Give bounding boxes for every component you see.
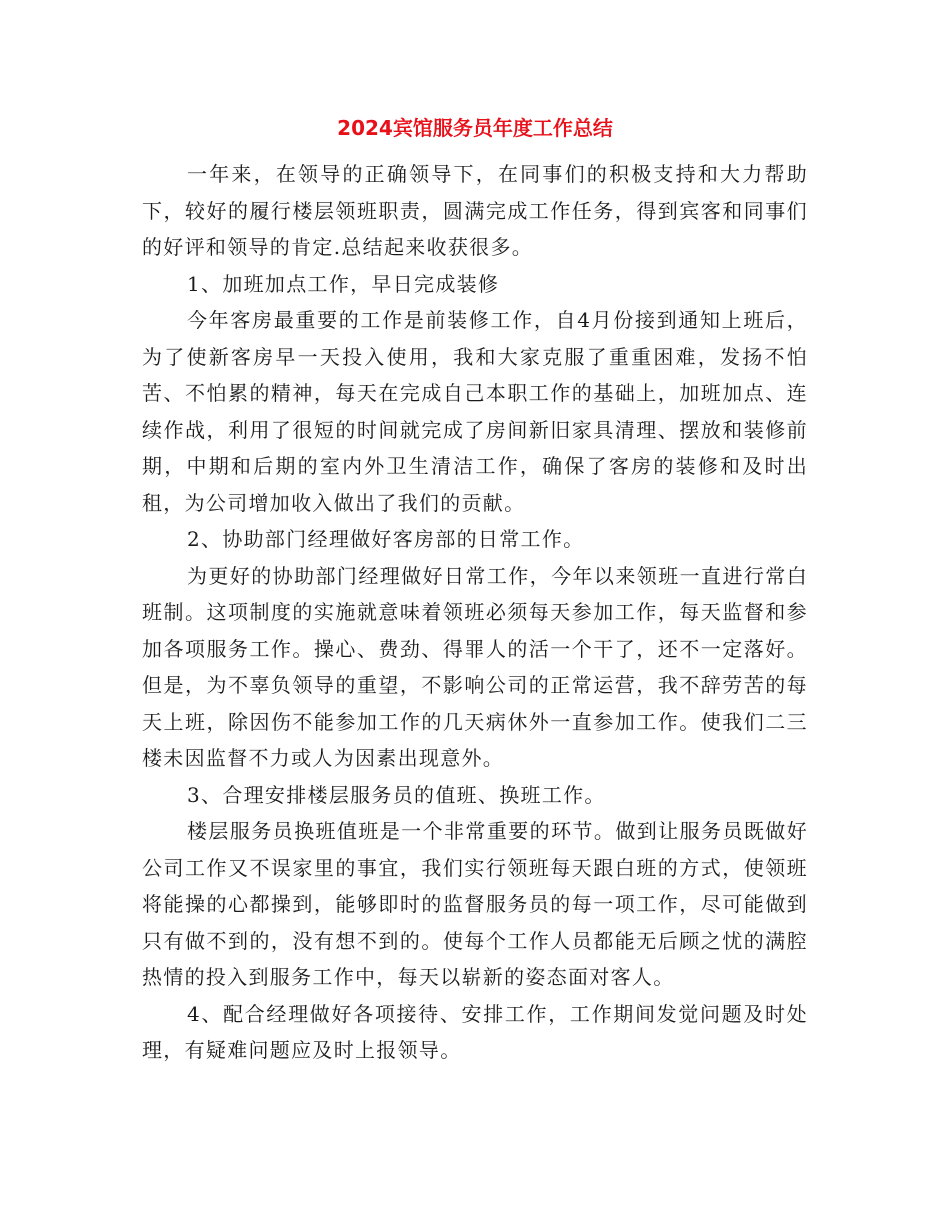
paragraph-section-1: 今年客房最重要的工作是前装修工作，自4月份接到通知上班后，为了使新客房早一天投入使用，我和大家克服了重重困难，发扬不怕苦、不怕累的精神，每天在完成自己本职工作的基础上，加班加点、连续作战，利用了很短的时间就完成了房间新旧家具清理、摆放和装修前期，中期和后期的室内外卫生清洁工作，确保了客房的装修和及时出租，为公司增加收入做出了我们的贡献。 [142,308,808,515]
section-heading-1: 1、加班加点工作，早日完成装修 [187,271,500,296]
document-body [142,156,808,1069]
document-title: 2024宾馆服务员年度工作总结 [337,116,613,140]
paragraph-section-3: 楼层服务员换班值班是一个非常重要的环节。做到让服务员既做好公司工作又不误家里的事宜，我们实行领班每天跟白班的方式，使领班将能操的心都操到，能够即时的监督服务员的每一项工作，尽可能做到只有做不到的，没有想不到的。使每个工作人员都能无后顾之忧的满腔热情的投入到服务工作中，每天以崭新的姿态面对客人。 [142,819,808,989]
section-heading-2: 2、协助部门经理做好客房部的日常工作。 [187,527,585,551]
paragraph-section-2: 为更好的协助部门经理做好日常工作，今年以来领班一直进行常白班制。这项制度的实施就意味着领班必须每天参加工作，每天监督和参加各项服务工作。操心、费劲、得罪人的活一个干了，还不一定落好。但是，为不辜负领导的重望，不影响公司的正常运营，我不辞劳苦的每天上班，除因伤不能参加工作的几天病休外一直参加工作。使我们二三楼未因监督不力或人为因素出现意外。 [142,563,808,770]
section-heading-4: 4、配合经理做好各项接待、安排工作，工作期间发觉问题及时处理，有疑难问题应及时上报领导。 [142,1001,808,1062]
paragraph-intro: 一年来，在领导的正确领导下，在同事们的积极支持和大力帮助下，较好的履行楼层领班职责，圆满完成工作任务，得到宾客和同事们的好评和领导的肯定.总结起来收获很多。 [142,162,808,259]
section-heading-3: 3、合理安排楼层服务员的值班、换班工作。 [187,782,606,807]
